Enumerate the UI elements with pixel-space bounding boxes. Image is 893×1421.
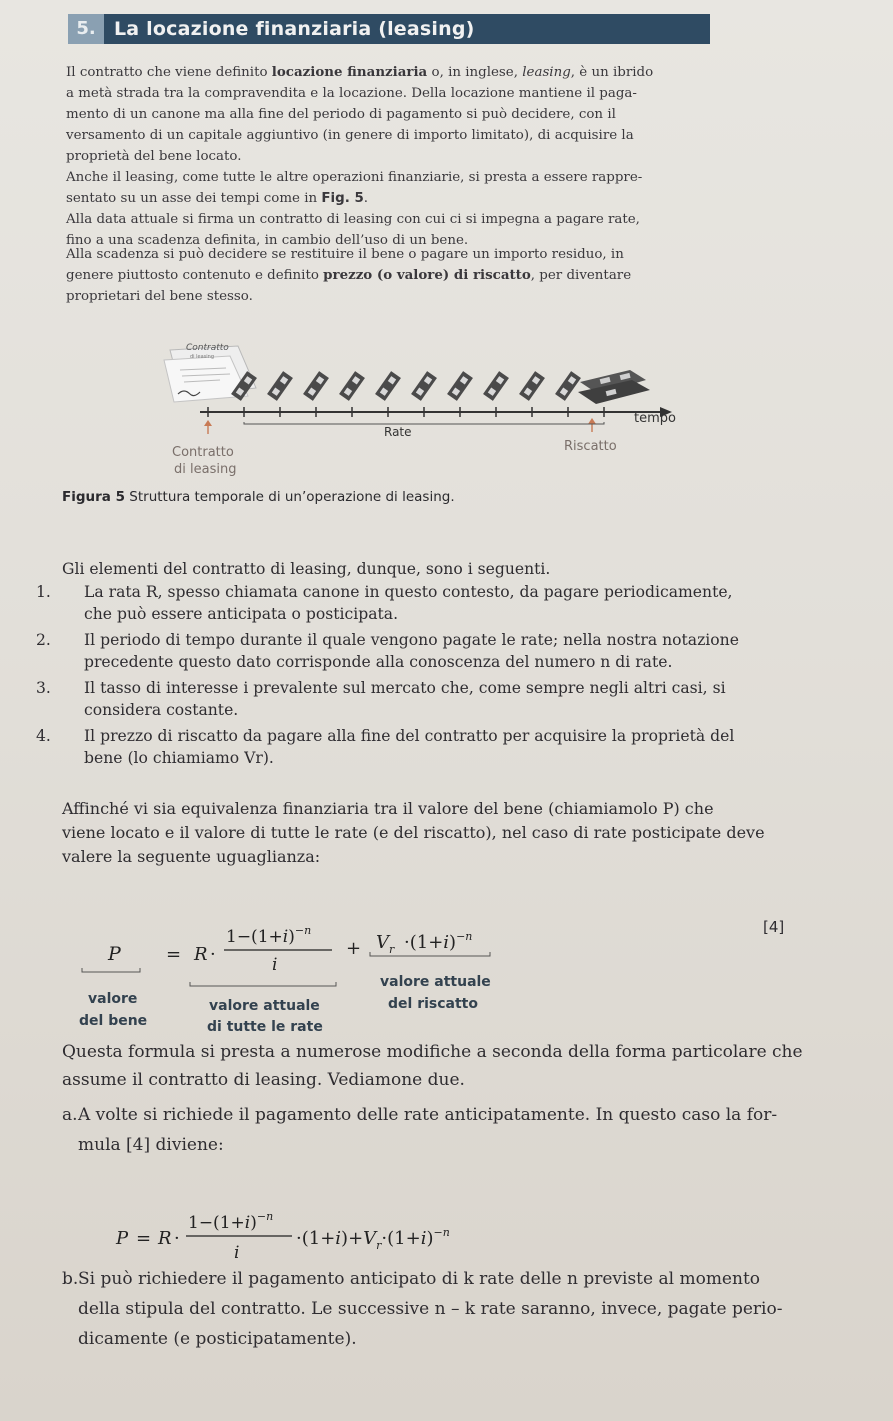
svg-text:·: · — [210, 944, 216, 965]
text-line: dicamente (e posticipatamente). — [78, 1329, 357, 1349]
text-line: mula [4] diviene: — [78, 1135, 224, 1155]
section-number: 5. — [68, 14, 104, 44]
list-number: 2. — [36, 631, 51, 649]
text-line: viene locato e il valore di tutte le rate (e del riscatto), nel caso di rate posticipate deve — [62, 823, 765, 842]
text-line: a metà strada tra la compravendita e la locazione. Della locazione mantiene il paga- — [66, 86, 637, 101]
text-line: mento di un canone ma alla fine del periodo di pagamento si può decidere, con il — [66, 107, 616, 122]
text-line: considera costante. — [84, 701, 239, 719]
label-valore-riscatto-2: del riscatto — [388, 996, 478, 1012]
text-line: Alla scadenza si può decidere se restituire il bene o pagare un importo residuo, in — [66, 247, 624, 262]
elements-intro: Gli elementi del contratto di leasing, dunque, sono i seguenti. — [62, 560, 551, 578]
figure-caption — [62, 489, 455, 505]
text: o, in inglese, — [427, 65, 523, 80]
text-line: Il tasso di interesse i prevalente sul mercato che, come sempre negli altri casi, si — [84, 679, 726, 697]
text-line: assume il contratto di leasing. Vediamone due. — [62, 1070, 465, 1090]
text-line: precedente questo dato corrisponde alla conoscenza del numero n di rate. — [84, 653, 673, 671]
text: , è un ibrido — [570, 65, 654, 80]
label-valore-bene-1: valore — [88, 991, 138, 1007]
svg-text:·(1+i)+Vr·(1+i)−n: $\cdot(1+i)+V_r\cdot(1+i)^{-n}$ — [296, 1226, 450, 1252]
label-valore-rate-2: di tutte le rate — [207, 1019, 323, 1035]
contract-pointer-arrow — [204, 420, 212, 434]
svg-text:i: i — [234, 1243, 240, 1263]
label-valore-rate-1: valore attuale — [209, 998, 320, 1014]
variants-intro — [62, 1038, 822, 1094]
svg-text:+: + — [346, 938, 362, 959]
text-line: della stipula del contratto. Le successive n – k rate saranno, invece, pagate perio- — [78, 1299, 783, 1319]
svg-text:i: i — [272, 955, 278, 975]
list-number: 4. — [36, 727, 51, 745]
svg-text:R: R — [158, 1228, 172, 1249]
text: sentato su un asse dei tempi come in — [66, 191, 322, 206]
buyout-pointer-arrow — [588, 418, 596, 432]
contract-sublabel: di leasing — [174, 462, 237, 477]
svg-text:R: R — [194, 944, 208, 965]
text: Il contratto che viene definito — [66, 65, 272, 80]
buyout-cash-pile-icon — [578, 370, 650, 404]
text-line: Il prezzo di riscatto da pagare alla fine del contratto per acquisire la proprietà del — [84, 727, 735, 745]
rate-payment-icons — [231, 371, 581, 401]
equation-reference: [4] — [763, 918, 785, 936]
svg-text:Vr: $V_r$ — [376, 932, 395, 956]
list-number: 1. — [36, 583, 51, 601]
contract-label: Contratto — [172, 445, 234, 460]
svg-text:·(1+i)−n: $\cdot(1+i)^{-n}$ — [404, 930, 473, 953]
intro-paragraph-1 — [66, 62, 736, 167]
svg-text:1−(1+i)−n: $1-(1+i)^{-n}$ — [226, 924, 312, 947]
text-line: La rata R, spesso chiamata canone in questo contesto, da pagare periodicamente, — [84, 583, 733, 601]
contract-doc-title: Contratto — [186, 343, 229, 353]
equivalence-paragraph — [62, 797, 822, 869]
time-label: tempo — [634, 411, 676, 426]
caption-text: Struttura temporale di un’operazione di leasing. — [125, 489, 455, 505]
term-bold: locazione finanziaria — [271, 64, 428, 80]
svg-text:P: P — [108, 943, 121, 965]
text-line: A volte si richiede il pagamento delle rate anticipatamente. In questo caso la for- — [78, 1105, 778, 1125]
text-line: valere la seguente uguaglianza: — [62, 847, 321, 866]
formula-anticipated — [112, 1200, 552, 1270]
intro-paragraph-2 — [66, 167, 736, 209]
text-line: che può essere anticipata o posticipata. — [84, 605, 399, 623]
term-italic: leasing — [522, 65, 571, 80]
buyout-label: Riscatto — [564, 439, 617, 454]
text-line: Affinché vi sia equivalenza finanziaria tra il valore del bene (chiamiamolo P) che — [62, 799, 714, 818]
section-title: La locazione finanziaria (leasing) — [114, 18, 475, 40]
text-line: Anche il leasing, come tutte le altre operazioni finanziarie, si presta a essere rappre- — [66, 170, 643, 185]
variant-label: b. — [62, 1269, 79, 1289]
svg-text:P: P — [116, 1228, 129, 1249]
svg-text:=: = — [166, 944, 182, 965]
leasing-timeline-figure — [160, 330, 700, 480]
label-valore-bene-2: del bene — [79, 1013, 148, 1029]
label-valore-riscatto-1: valore attuale — [380, 974, 491, 990]
intro-paragraph-4 — [66, 244, 736, 307]
text-line: Il periodo di tempo durante il quale vengono pagate le rate; nella nostra notazione — [84, 631, 739, 649]
text-line: proprietari del bene stesso. — [66, 289, 253, 304]
text-line: Si può richiedere il pagamento anticipato di k rate delle n previste al momento — [78, 1269, 761, 1289]
contract-doc-sub: di leasing — [190, 354, 215, 360]
term-bold: prezzo (o valore) di riscatto — [323, 267, 531, 283]
variant-label: a. — [62, 1105, 78, 1125]
caption-number: Figura 5 — [62, 489, 125, 505]
rates-label: Rate — [384, 425, 412, 439]
list-number: 3. — [36, 679, 51, 697]
figure-reference: Fig. 5 — [321, 191, 364, 206]
svg-text:1−(1+i)−n: $1-(1+i)^{-n}$ — [188, 1210, 274, 1233]
text-line: versamento di un capitale aggiuntivo (in genere di importo limitato), di acquisire la — [66, 128, 634, 143]
text: genere piuttosto contenuto e definito — [66, 268, 324, 283]
text-line: Alla data attuale si firma un contratto di leasing con cui ci si impegna a pagare rate, — [66, 212, 640, 227]
text: , per diventare — [530, 268, 632, 283]
text-line: proprietà del bene locato. — [66, 149, 242, 164]
svg-text:·: · — [174, 1228, 180, 1249]
rates-bracket — [244, 422, 604, 424]
text: . — [363, 191, 369, 206]
text-line: fino a una scadenza definita, in cambio dell’uso di un bene. — [66, 233, 469, 248]
text-line: bene (lo chiamiamo Vr). — [84, 749, 274, 767]
text-line: Questa formula si presta a numerose modifiche a seconda della forma particolare che — [62, 1042, 803, 1062]
svg-text:=: = — [136, 1228, 152, 1249]
